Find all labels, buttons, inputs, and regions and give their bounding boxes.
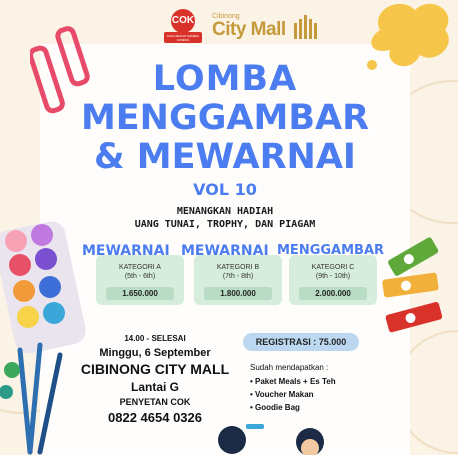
prize-line-1: MENANGKAN HADIAH — [176, 206, 274, 217]
city-mall-logo — [212, 13, 322, 43]
event-date: Minggu, 6 September — [99, 347, 211, 359]
children-illustration — [210, 418, 340, 455]
category-heading-b: MEWARNAI — [181, 243, 269, 259]
cok-logo-text: COK — [171, 15, 195, 26]
watercolor-palette-illustration — [0, 215, 90, 355]
category-card-c — [289, 255, 377, 305]
category-grade: (9th - 10th) — [315, 273, 351, 280]
paint-brush-illustration — [0, 340, 80, 455]
category-label: KATEGORI B — [216, 264, 260, 271]
event-phone[interactable]: 0822 4654 0326 — [108, 410, 202, 425]
category-prize: 2.000.000 — [299, 287, 367, 300]
category-card-a — [96, 255, 184, 305]
title-line-2: MENGGAMBAR — [80, 98, 370, 138]
registration-badge: REGISTRASI : 75.000 — [243, 333, 359, 351]
cok-logo — [160, 6, 206, 46]
title-line-3: & MEWARNAI — [94, 137, 356, 177]
cok-logo-tagline: JAGO MAKAN SAMBAL KOMPAS — [166, 34, 200, 42]
category-heading-c: MENGGAMBAR — [277, 243, 385, 258]
event-time: 14.00 - SELESAI — [124, 334, 186, 343]
event-venue: CIBINONG CITY MALL — [80, 361, 230, 377]
category-label: KATEGORI C — [311, 264, 355, 271]
city-mall-small-text: Cibinong — [212, 13, 240, 20]
volume-label: VOL 10 — [193, 180, 257, 199]
prize-line-2: UANG TUNAI, TROPHY, DAN PIAGAM — [134, 219, 316, 230]
event-floor: Lantai G — [130, 380, 179, 394]
title-line-1: LOMBA — [152, 59, 298, 99]
benefit-item: • Voucher Makan — [250, 390, 314, 399]
city-mall-big-text: City Mall — [212, 19, 286, 40]
category-heading-a: MEWARNAI — [82, 243, 170, 259]
category-card-b — [194, 255, 282, 305]
event-organizer: PENYETAN COK — [119, 397, 191, 407]
category-prize: 1.800.000 — [204, 287, 272, 300]
benefit-item: • Paket Meals + Es Teh — [250, 377, 336, 386]
category-prize: 1.650.000 — [106, 287, 174, 300]
paint-tubes-illustration — [378, 225, 458, 340]
benefit-item: • Goodie Bag — [250, 403, 300, 412]
building-icon — [294, 15, 320, 39]
category-grade: (7th - 8th) — [222, 273, 254, 280]
benefits-heading: Sudah mendapatkan : — [250, 363, 329, 372]
category-label: KATEGORI A — [119, 264, 161, 271]
category-grade: (5th - 6th) — [124, 273, 156, 280]
